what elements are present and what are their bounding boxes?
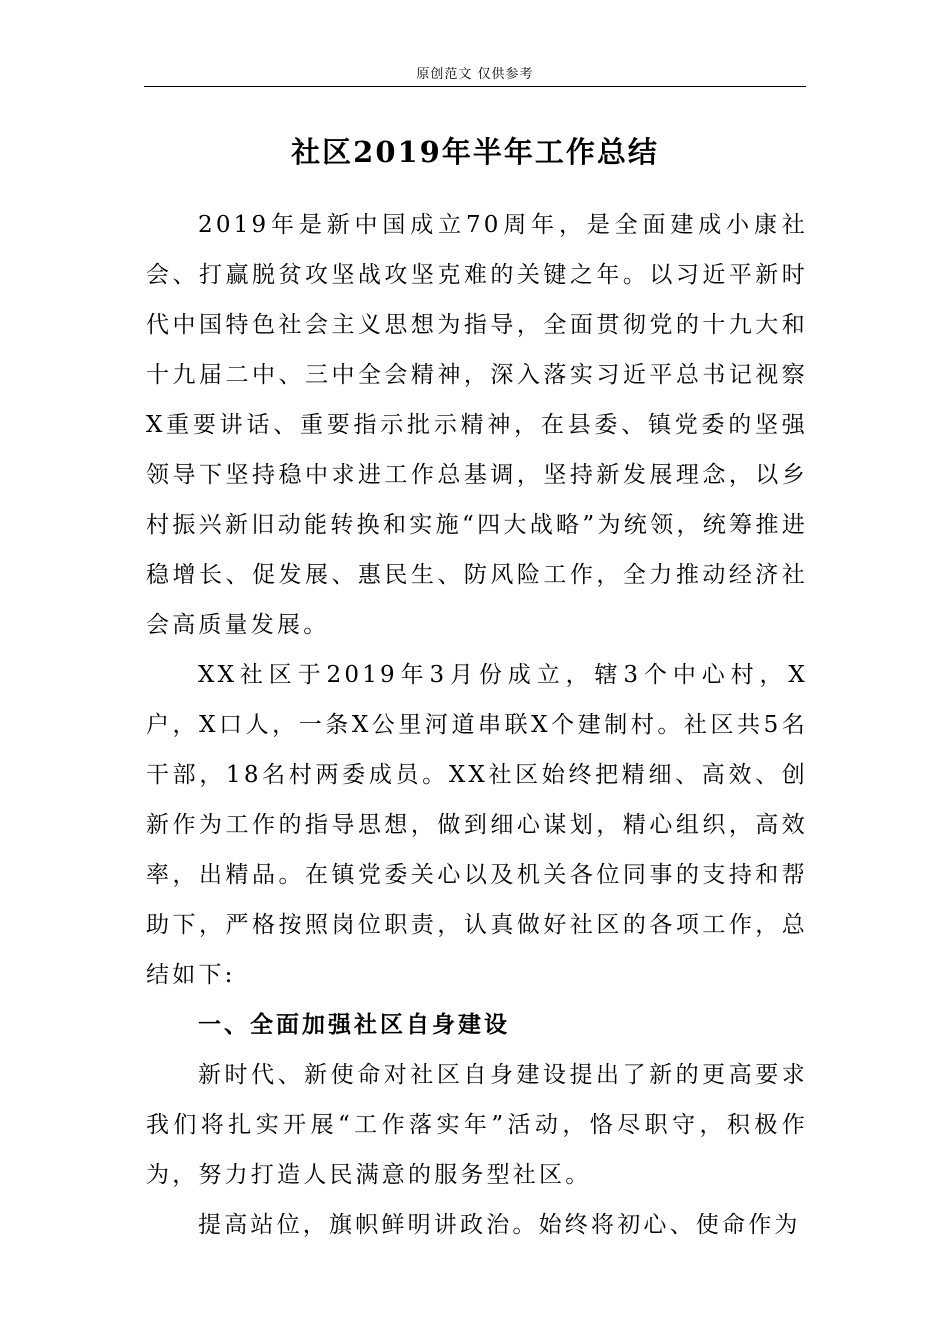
page-header: 原创范文 仅供参考: [416, 67, 534, 82]
paragraph-intro: 2019年是新中国成立70周年，是全面建成小康社会、打赢脱贫攻坚战攻坚克难的关键之年。以习近平新时代中国特色社会主义思想为指导，全面贯彻党的十九大和十九届二中、三中全会精神，深入落实习近平总书记视察X重要讲话、重要指示批示精神，在县委、镇党委的坚强领导下坚持稳中求进工作总基调，坚持新发展理念，以乡村振兴新旧动能转换和实施“四大战略”为统领，统筹推进稳增长、促发展、惠民生、防风险工作，全力推动经济社会高质量发展。: [146, 212, 808, 638]
header-divider: [144, 86, 806, 87]
section-heading-1: 一、全面加强社区自身建设: [198, 1011, 510, 1038]
paragraph-community-overview: XX社区于2019年3月份成立，辖3个中心村，X户，X口人，一条X公里河道串联X个建制村。社区共5名干部，18名村两委成员。XX社区始终把精细、高效、创新作为工作的指导思想，做到细心谋划，精心组织，高效率，出精品。在镇党委关心以及机关各位同事的支持和帮助下，严格按照岗位职责，认真做好社区的各项工作，总结如下:: [146, 662, 808, 988]
document-body: [146, 200, 808, 1250]
paragraph-section1-politics: 提高站位，旗帜鲜明讲政治。始终将初心、使命作为: [198, 1212, 801, 1238]
document-title: 社区2019年半年工作总结: [291, 135, 659, 169]
paragraph-section1-intro: 新时代、新使命对社区自身建设提出了新的更高要求我们将扎实开展“工作落实年”活动，恪尽职守，积极作为，努力打造人民满意的服务型社区。: [146, 1062, 808, 1188]
